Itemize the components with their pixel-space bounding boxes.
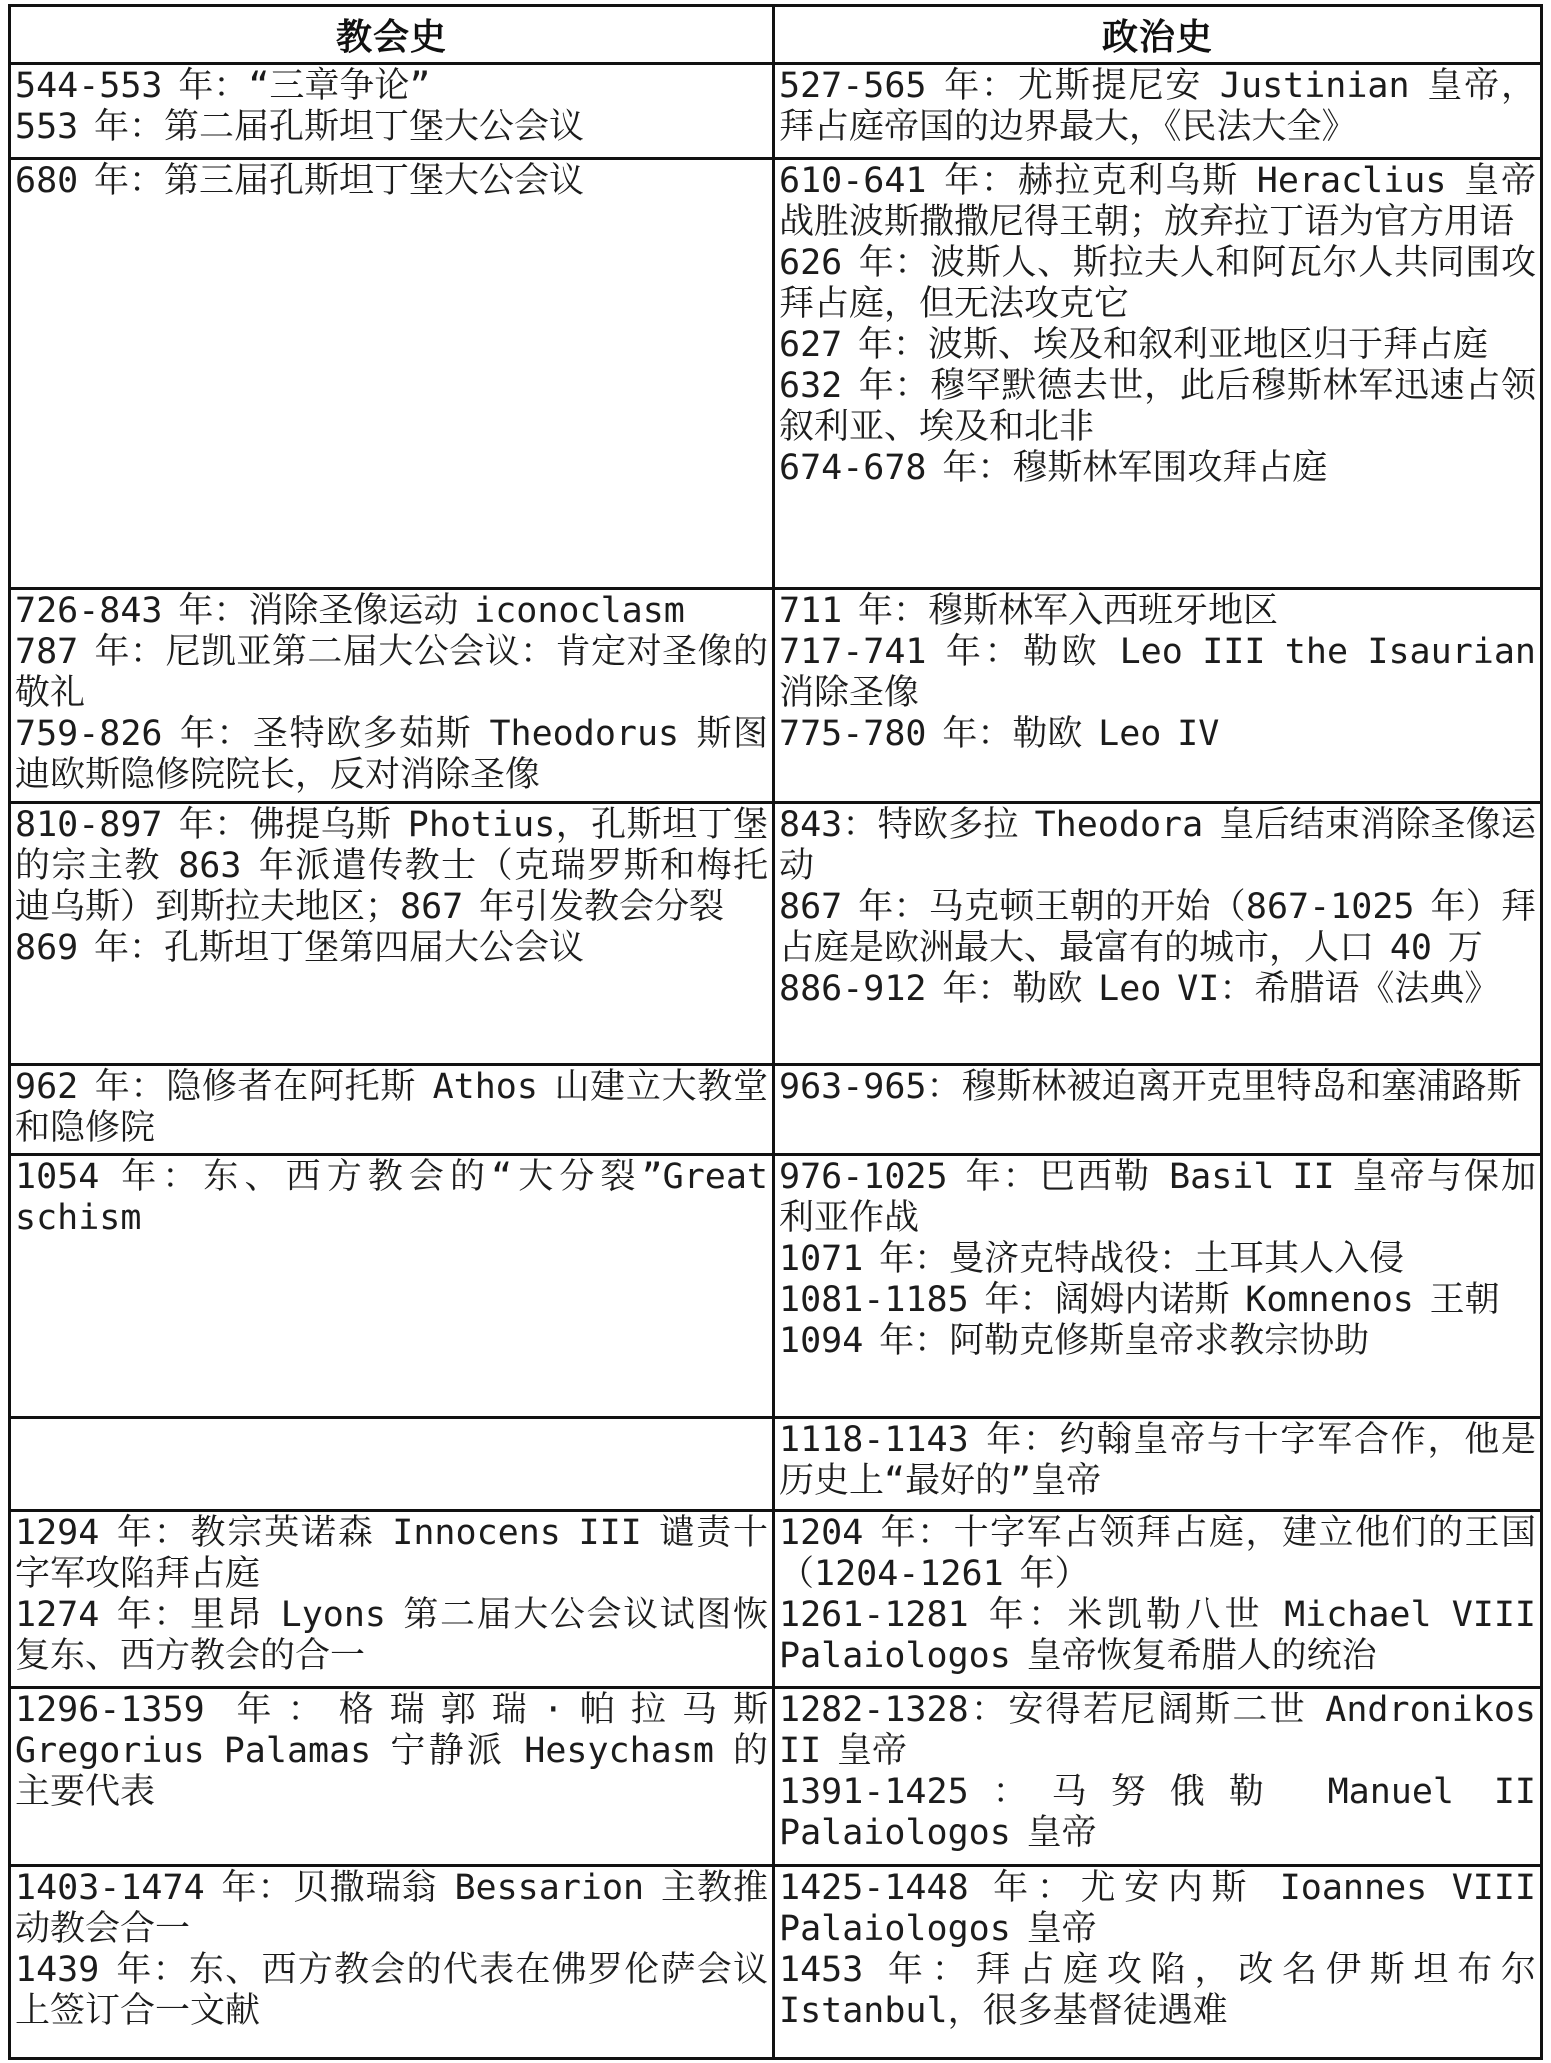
church-entry: 553 年：第二届孔斯坦丁堡大公会议 (15, 107, 585, 147)
politics-entry: 632 年：穆罕默德去世，此后穆斯林军迅速占领叙利亚、埃及和北非 (779, 366, 1536, 447)
politics-entry: 1453 年：拜占庭攻陷，改名伊斯坦布尔 Istanbul，很多基督徒遇难 (779, 1950, 1536, 2031)
church-cell (11, 1867, 772, 2057)
politics-cell (775, 65, 1540, 157)
header-church-label: 教会史 (335, 17, 447, 58)
politics-entry: 627 年：波斯、埃及和叙利亚地区归于拜占庭 (779, 325, 1489, 365)
header-politics-label: 政治史 (1101, 17, 1213, 58)
church-entry: 759-826 年：圣特欧多茹斯 Theodorus 斯图迪欧斯隐修院院长，反对消除圣像 (15, 714, 768, 795)
politics-entry: 886-912 年：勒欧 Leo VI：希腊语《法典》 (779, 969, 1500, 1009)
church-cell-empty (11, 1419, 772, 1509)
timeline-table (8, 4, 1543, 2060)
politics-entry: 717-741 年：勒欧 Leo III the Isaurian 消除圣像 (779, 632, 1536, 713)
politics-entry: 1391-1425：马努俄勒 Manuel II Palaiologos 皇帝 (779, 1772, 1536, 1853)
politics-entry: 1282-1328：安得若尼阔斯二世 Andronikos II 皇帝 (779, 1690, 1536, 1771)
politics-entry: 775-780 年：勒欧 Leo IV (779, 714, 1220, 754)
politics-entry: 1071 年：曼济克特战役：土耳其人入侵 (779, 1239, 1405, 1279)
church-entry: 1294 年：教宗英诺森 Innocens III 谴责十字军攻陷拜占庭 (15, 1513, 768, 1594)
politics-entry: 1425-1448 年：尤安内斯 Ioannes VIII Palaiologos 皇帝 (779, 1868, 1536, 1949)
politics-cell (775, 804, 1540, 1063)
politics-entry: 963-965：穆斯林被迫离开克里特岛和塞浦路斯 (779, 1067, 1522, 1107)
church-cell (11, 1066, 772, 1153)
church-entry: 1274 年：里昂 Lyons 第二届大公会议试图恢复东、西方教会的合一 (15, 1595, 768, 1676)
politics-entry: 1118-1143 年：约翰皇帝与十字军合作，他是历史上“最好的”皇帝 (779, 1420, 1536, 1501)
church-cell (11, 160, 772, 587)
politics-entry: 626 年：波斯人、斯拉夫人和阿瓦尔人共同围攻拜占庭，但无法攻克它 (779, 243, 1536, 324)
church-entry: 869 年：孔斯坦丁堡第四届大公会议 (15, 928, 585, 968)
church-entry: 1403-1474 年：贝撒瑞翁 Bessarion 主教推动教会合一 (15, 1868, 768, 1949)
politics-entry: 674-678 年：穆斯林军围攻拜占庭 (779, 448, 1328, 488)
politics-cell (775, 1066, 1540, 1153)
church-cell (11, 804, 772, 1063)
church-cell (11, 1156, 772, 1416)
church-entry: 680 年：第三届孔斯坦丁堡大公会议 (15, 161, 585, 201)
politics-entry: 1261-1281 年：米凯勒八世 Michael VIII Palaiologos 皇帝恢复希腊人的统治 (779, 1595, 1536, 1676)
politics-cell (775, 1512, 1540, 1686)
church-entry: 544-553 年：“三章争论” (15, 66, 431, 106)
church-cell (11, 1512, 772, 1686)
church-entry: 726-843 年：消除圣像运动 iconoclasm (15, 591, 685, 631)
church-entry: 787 年：尼凯亚第二届大公会议：肯定对圣像的敬礼 (15, 632, 768, 713)
header-church (11, 7, 772, 62)
politics-cell (775, 1867, 1540, 2057)
church-entry: 1054 年：东、西方教会的“大分裂”Great schism (15, 1157, 768, 1238)
church-cell (11, 1689, 772, 1864)
politics-entry: 976-1025 年：巴西勒 Basil II 皇帝与保加利亚作战 (779, 1157, 1536, 1238)
politics-entry: 711 年：穆斯林军入西班牙地区 (779, 591, 1279, 631)
church-entry: 1296-1359 年：格瑞郭瑞·帕拉马斯 Gregorius Palamas 宁静派 Hesychasm 的主要代表 (15, 1690, 768, 1812)
politics-cell (775, 1419, 1540, 1509)
church-entry: 962 年：隐修者在阿托斯 Athos 山建立大教堂和隐修院 (15, 1067, 768, 1148)
politics-entry: 843：特欧多拉 Theodora 皇后结束消除圣像运动 (779, 805, 1536, 886)
politics-entry: 1094 年：阿勒克修斯皇帝求教宗协助 (779, 1321, 1370, 1361)
politics-entry: 610-641 年：赫拉克利乌斯 Heraclius 皇帝战胜波斯撒撒尼得王朝；放弃拉丁语为官方用语 (779, 161, 1536, 242)
politics-entry: 1204 年：十字军占领拜占庭，建立他们的王国（1204-1261 年） (779, 1513, 1536, 1594)
politics-entry: 867 年：马克顿王朝的开始（867-1025 年）拜占庭是欧洲最大、最富有的城市，人口 40 万 (779, 887, 1536, 968)
header-politics (775, 7, 1540, 62)
church-cell (11, 590, 772, 801)
politics-cell (775, 1156, 1540, 1416)
politics-cell (775, 160, 1540, 587)
church-entry: 1439 年：东、西方教会的代表在佛罗伦萨会议上签订合一文献 (15, 1950, 768, 2031)
church-entry: 810-897 年：佛提乌斯 Photius，孔斯坦丁堡的宗主教 863 年派遣传教士（克瑞罗斯和梅托迪乌斯）到斯拉夫地区；867 年引发教会分裂 (15, 805, 768, 927)
church-cell (11, 65, 772, 157)
politics-entry: 1081-1185 年：阔姆内诺斯 Komnenos 王朝 (779, 1280, 1500, 1320)
politics-cell (775, 1689, 1540, 1864)
politics-cell (775, 590, 1540, 801)
politics-entry: 527-565 年：尤斯提尼安 Justinian 皇帝，拜占庭帝国的边界最大，《民法大全》 (779, 66, 1536, 147)
